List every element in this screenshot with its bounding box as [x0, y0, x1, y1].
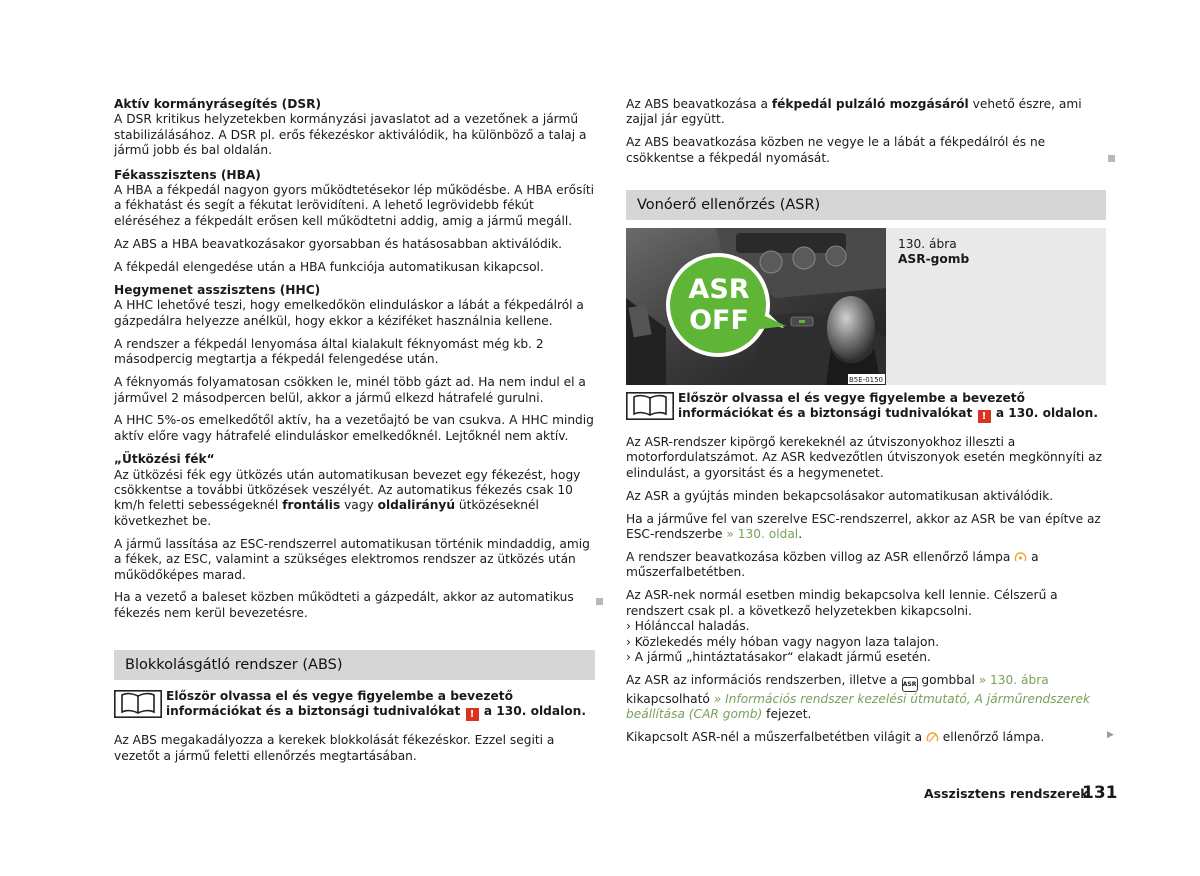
crash-brake-para-3: Ha a vezető a baleset közben működteti a gázpedált, akkor az automatikus fékezés nem kerül bevezetésre.: [114, 590, 574, 620]
asr-label: ASR: [688, 273, 750, 305]
hhc-text: A HHC lehetővé teszi, hogy emelkedőkön elinduláskor a lábát a fékpedálról a gázpedálra helyezze anélkül, hogy ekkor a kéziféket használnia kellene.: [114, 298, 584, 328]
asr-para-2: Az ASR a gyújtás minden bekapcsolásakor automatikusan aktiválódik.: [626, 488, 1054, 503]
asr-safety-note: Először olvassa el és vegye figyelembe a bevezető információkat és a biztonsági tudnivalókat ! a 130. oldalon.: [626, 391, 1106, 423]
asr-para-1: Az ASR-rendszer kipörgő kerekeknél az útviszonyokhoz illeszti a motorfordulatszámot. Az ASR kedvezőtlen útviszonyok esetén megkönnyíti az elindulást, a gyorsitást és a hegymenetet.: [626, 435, 1102, 480]
figure-130: [626, 228, 1106, 385]
abs-section-header: Blokkolásgátló rendszer (ABS): [114, 650, 595, 680]
hba-para-2: Az ABS a HBA beavatkozásakor gyorsabban és hatásosabban aktiválódik.: [114, 236, 563, 251]
hhc-para-2: A rendszer a fékpedál lenyomása által kialakult féknyomást még kb. 2 másodpercig megtartja a fékpedál felengedése után.: [114, 336, 544, 367]
asr-warning-lamp-icon: [1014, 550, 1027, 563]
warning-icon: !: [466, 708, 479, 721]
warning-icon: !: [978, 410, 991, 423]
asr-para-7: Kikapcsolt ASR-nél a műszerfalbetétben világit a ellenőrző lámpa.: [626, 730, 1045, 745]
abs-safety-note: Először olvassa el és vegye figyelembe a bevezető információkat és a biztonsági tudnivalókat ! a 130. oldalon.: [114, 689, 595, 721]
asr-para-6: Az ASR az információs rendszerben, illetve a ASR gombbal » 130. ábra kikapcsolható » Információs rendszer kezelési útmutató, A járműrendszerek beállítása (CAR gomb) fejezet.: [626, 672, 1091, 722]
section-end-marker: [596, 598, 603, 605]
section-end-marker: [1108, 155, 1115, 162]
abs-para-1: Az ABS megakadályozza a kerekek blokkolását fékezéskor. Ezzel segiti a vezetőt a jármű feletti ellenőrzés megtartásában.: [114, 733, 555, 763]
book-icon: [626, 392, 674, 420]
right-column: [626, 97, 1106, 753]
off-label: OFF: [689, 304, 749, 336]
figure-number: 130. ábra: [898, 236, 957, 251]
asr-button-photo: [626, 228, 886, 385]
continue-arrow-icon: ▶: [1107, 730, 1114, 740]
asr-section-header: Vonóerő ellenőrzés (ASR): [626, 190, 1106, 220]
hba-para-3: A fékpedál elengedése után a HBA funkciója automatikusan kikapcsol.: [114, 259, 544, 274]
asr-off-lamp-icon: [926, 730, 939, 743]
left-column: [114, 97, 595, 772]
hhc-para-4: A HHC 5%-os emelkedőtől aktív, ha a vezetőajtó be van csukva. A HHC mindig aktív előre vagy hátrafelé elinduláskor emelkedőknél. Lejtőknél nem aktív.: [114, 413, 594, 443]
dsr-heading: Aktív kormányrásegítés (DSR): [114, 97, 322, 111]
crash-brake-para-2: A jármű lassítása az ESC-rendszerrel automatikusan történik mindaddig, amig a fékek, az ESC, valamint a szükséges elektromos rendszer az ütközés után működőképes marad.: [114, 536, 590, 582]
crash-brake-heading: „Ütközési fék“: [114, 452, 215, 467]
info-system-manual-link[interactable]: » Információs rendszer kezelési útmutató, A járműrendszerek beállítása (CAR gomb): [626, 691, 1091, 722]
crash-brake-text: Az ütközési fék egy ütközés után automatikusan bevezet egy fékezést, hogy csökkentse a további ütközések veszélyét. Az automatikus fékezés csak 10 km/h feletti sebességeknél frontális vagy oldalirányú ütközéseknél következhet be.: [114, 467, 581, 528]
dsr-text: A DSR kritikus helyzetekben kormányzási javaslatot ad a vezetőnek a jármű stabilizálásához. A DSR pl. erős fékezéskor aktiválódik, ha különböző a talaj a jármű jobb és bal oldalán.: [114, 112, 587, 158]
asr-para-3: Ha a járműve fel van szerelve ESC-rendszerrel, akkor az ASR be van építve az ESC-rendszerbe » 130. oldal.: [626, 511, 1101, 542]
abs-para-2: Az ABS beavatkozása a fékpedál pulzáló mozgásáról vehető észre, ami zajjal jár együtt.: [626, 97, 1082, 127]
list-item: › Hólánccal haladás.: [626, 619, 750, 634]
hhc-para-3: A féknyomás folyamatosan csökken le, minél több gázt ad. Ha nem indul el a járművel 2 másodpercen belül, akkor a jármű elkezd hátrafelé gurulni.: [114, 375, 586, 405]
figure-code: B5E-0150: [848, 375, 884, 384]
asr-button-icon: ASR: [902, 677, 918, 692]
list-item: › Közlekedés mély hóban vagy nagyon laza talajon.: [626, 634, 940, 649]
list-item: › A jármű „hintáztatásakor“ elakadt jármű esetén.: [626, 649, 931, 664]
asr-para-4: A rendszer beavatkozása közben villog az ASR ellenőrző lámpa a műszerfalbetétben.: [626, 549, 1039, 580]
page-number: 131: [1082, 783, 1118, 803]
hba-heading: Fékasszisztens (HBA): [114, 167, 261, 182]
figure-title: ASR-gomb: [898, 252, 970, 267]
figure-130-link[interactable]: » 130. ábra: [978, 672, 1049, 687]
hba-text: A HBA a fékpedál nagyon gyors működtetésekor lép működésbe. A HBA erősíti a fékhatást és segít a fékutat lerövidíteni. A lehető legrövidebb fékút eléréséhez a fékpedált erősen kell működtetni addig, amig a jármű megáll.: [114, 183, 595, 228]
abs-para-3: Az ABS beavatkozása közben ne vegye le a lábát a fékpedálról és ne csökkentse a fékpedál nyomását.: [626, 135, 1046, 165]
book-icon: [114, 690, 162, 718]
page-130-link[interactable]: » 130. oldal: [726, 527, 799, 542]
hhc-heading: Hegymenet asszisztens (HHC): [114, 283, 321, 298]
footer-section-title: Asszisztens rendszerek: [924, 786, 1089, 801]
figure-caption: [886, 228, 1106, 385]
asr-para-5: Az ASR-nek normál esetben mindig bekapcsolva kell lennie. Célszerű a rendszert csak pl. a következő helyzetekben kikapcsolni.: [626, 588, 1058, 618]
